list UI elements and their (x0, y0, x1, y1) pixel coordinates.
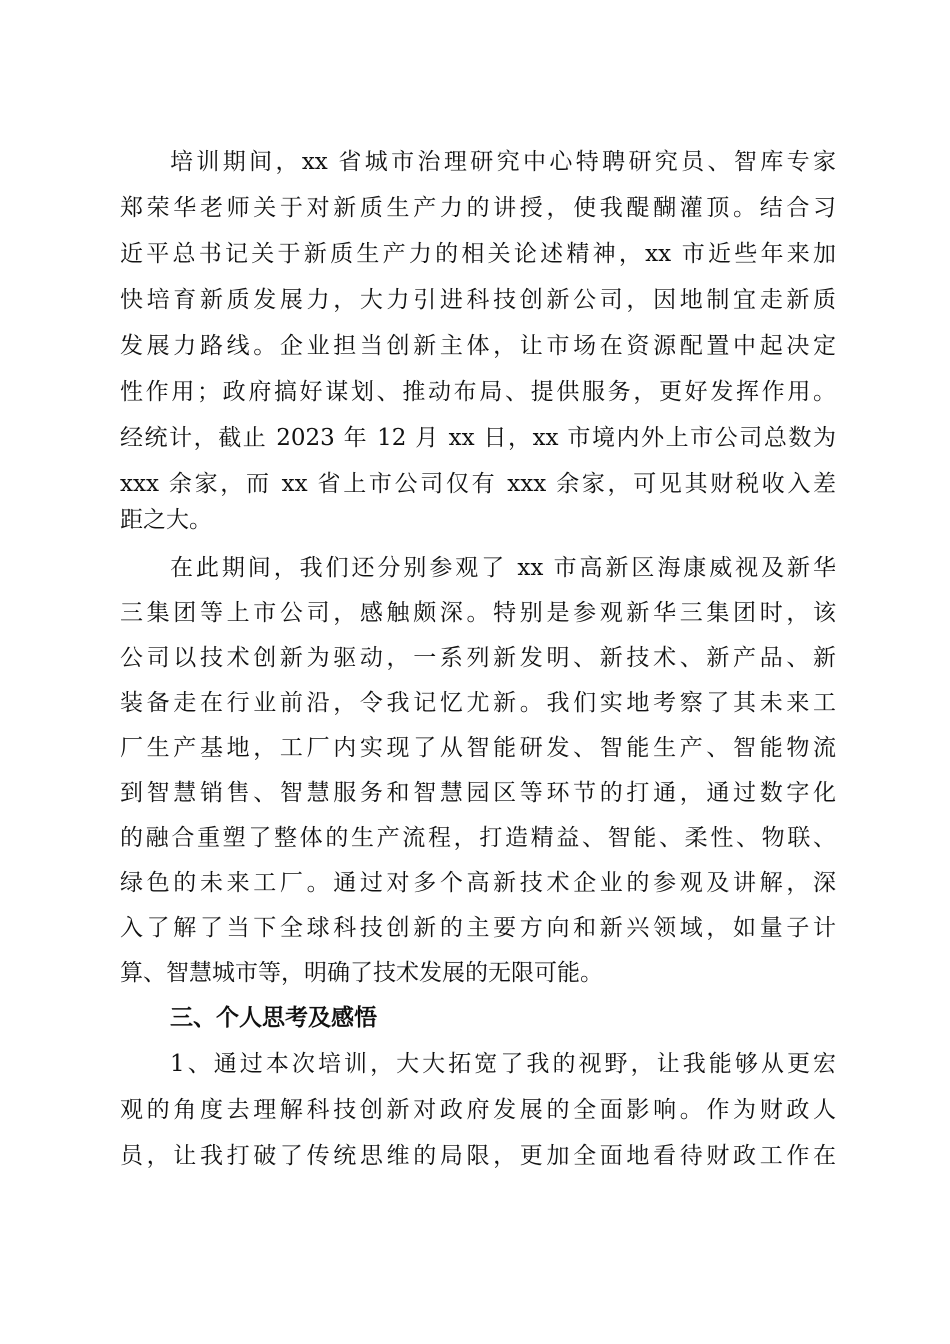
paragraph-line: 厂生产基地，工厂内实现了从智能研发、智能生产、智能物流 (120, 735, 836, 761)
paragraph-line: 性作用；政府搞好谋划、推动布局、提供服务，更好发挥作用。 (120, 379, 836, 405)
paragraph-line: 算、智慧城市等，明确了技术发展的无限可能。 (120, 960, 603, 986)
paragraph-line: 发展力路线。企业担当创新主体，让市场在资源配置中起决定 (120, 333, 836, 359)
paragraph-line: 绿色的未来工厂。通过对多个高新技术企业的参观及讲解，深 (120, 870, 836, 896)
paragraph-line: 到智慧销售、智慧服务和智慧园区等环节的打通，通过数字化 (120, 780, 836, 806)
paragraph-line: 距之大。 (120, 507, 212, 533)
section-heading: 三、个人思考及感悟 (170, 1004, 377, 1031)
paragraph-line: 公司以技术创新为驱动，一系列新发明、新技术、新产品、新 (120, 645, 836, 671)
paragraph-line: 郑荣华老师关于对新质生产力的讲授，使我醍醐灌顶。结合习 (120, 195, 836, 221)
paragraph-line: 近平总书记关于新质生产力的相关论述精神，xx 市近些年来加 (120, 241, 836, 267)
paragraph-line: 培训期间，xx 省城市治理研究中心特聘研究员、智库专家 (170, 149, 836, 175)
paragraph-line: 观的角度去理解科技创新对政府发展的全面影响。作为财政人 (120, 1097, 836, 1123)
paragraph-line: 员，让我打破了传统思维的局限，更加全面地看待财政工作在 (120, 1143, 836, 1169)
paragraph-line: 入了解了当下全球科技创新的主要方向和新兴领域，如量子计 (120, 915, 836, 941)
paragraph-line: 经统计，截止 2023 年 12 月 xx 日，xx 市境内外上市公司总数为 (120, 425, 836, 451)
paragraph-line: 装备走在行业前沿，令我记忆尤新。我们实地考察了其未来工 (120, 690, 836, 716)
paragraph-line: 三集团等上市公司，感触颇深。特别是参观新华三集团时，该 (120, 600, 836, 626)
paragraph-line: 在此期间，我们还分别参观了 xx 市高新区海康威视及新华 (170, 555, 836, 581)
paragraph-line: xxx 余家，而 xx 省上市公司仅有 xxx 余家，可见其财税收入差 (120, 471, 836, 497)
paragraph-line: 快培育新质发展力，大力引进科技创新公司，因地制宜走新质 (120, 287, 836, 313)
paragraph-line: 的融合重塑了整体的生产流程，打造精益、智能、柔性、物联、 (120, 825, 836, 851)
paragraph-line: 1、通过本次培训，大大拓宽了我的视野，让我能够从更宏 (170, 1051, 836, 1077)
